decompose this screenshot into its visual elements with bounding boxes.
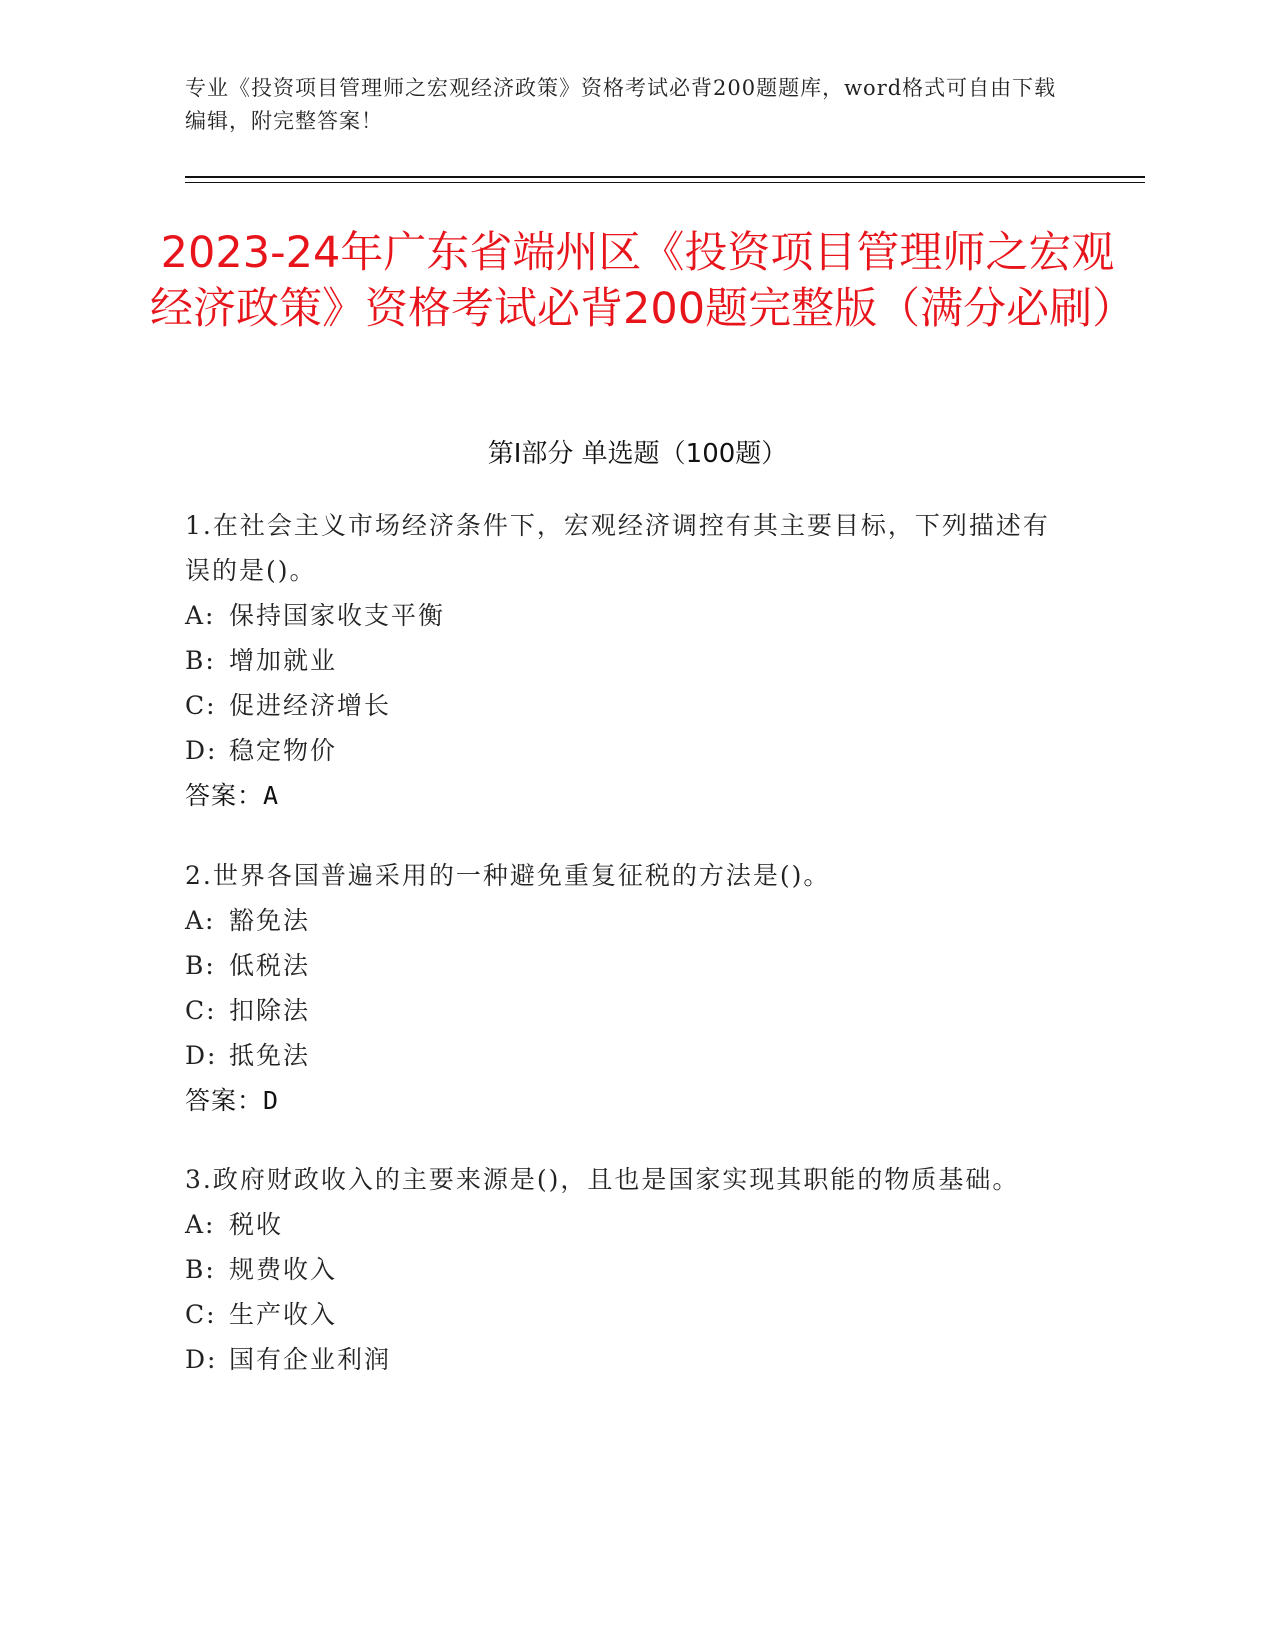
header-divider-thick [185,176,1145,178]
option-key: D: [185,1041,218,1070]
answer-label: 答案： [185,781,264,810]
option-text: 税收 [229,1210,284,1239]
answer-line [185,1078,1065,1123]
option-c [185,988,1065,1033]
document-title: 2023-24年广东省端州区《投资项目管理师之宏观经济政策》资格考试必背200题完整版（满分必刷） [150,228,1136,334]
answer-value: A [263,781,280,810]
option-key: D: [185,736,218,765]
option-c [185,1292,1065,1337]
question-3 [185,1157,1065,1382]
option-key: C: [185,996,217,1025]
option-text: 低税法 [229,951,311,980]
option-d [185,1337,1065,1382]
option-key: B: [185,646,216,675]
option-text: 促进经济增长 [229,691,392,720]
option-key: A: [185,906,216,935]
option-text: 抵免法 [229,1041,311,1070]
option-b [185,1247,1065,1292]
question-text: 1.在社会主义市场经济条件下，宏观经济调控有其主要目标，下列描述有误的是()。 [185,511,1050,585]
option-key: B: [185,1255,216,1284]
option-key: C: [185,691,217,720]
intro-text: 专业《投资项目管理师之宏观经济政策》资格考试必背200题题库，word格式可自由下载编辑，附完整答案！ [185,76,1057,133]
option-text: 国有企业利润 [229,1345,392,1374]
option-text: 增加就业 [229,646,338,675]
option-key: D: [185,1345,218,1374]
option-key: C: [185,1300,217,1329]
option-a [185,593,1065,638]
answer-line [185,773,1065,818]
question-text: 2.世界各国普遍采用的一种避免重复征税的方法是()。 [185,861,831,890]
option-b [185,943,1065,988]
option-c [185,683,1065,728]
question-1 [185,503,1065,818]
option-text: 稳定物价 [229,736,338,765]
option-text: 保持国家收支平衡 [229,601,446,630]
option-text: 规费收入 [229,1255,338,1284]
question-2 [185,853,1065,1123]
question-text: 3.政府财政收入的主要来源是()，且也是国家实现其职能的物质基础。 [185,1165,1020,1194]
option-a [185,898,1065,943]
answer-label: 答案： [185,1086,264,1115]
option-text: 生产收入 [229,1300,338,1329]
answer-value: D [263,1086,280,1115]
option-key: A: [185,601,216,630]
option-text: 豁免法 [229,906,311,935]
option-key: B: [185,951,216,980]
header-divider-thin [185,182,1145,183]
option-text: 扣除法 [229,996,311,1025]
section-heading: 第Ⅰ部分 单选题（100题） [487,439,788,469]
option-d [185,1033,1065,1078]
option-key: A: [185,1210,216,1239]
option-d [185,728,1065,773]
option-a [185,1202,1065,1247]
option-b [185,638,1065,683]
